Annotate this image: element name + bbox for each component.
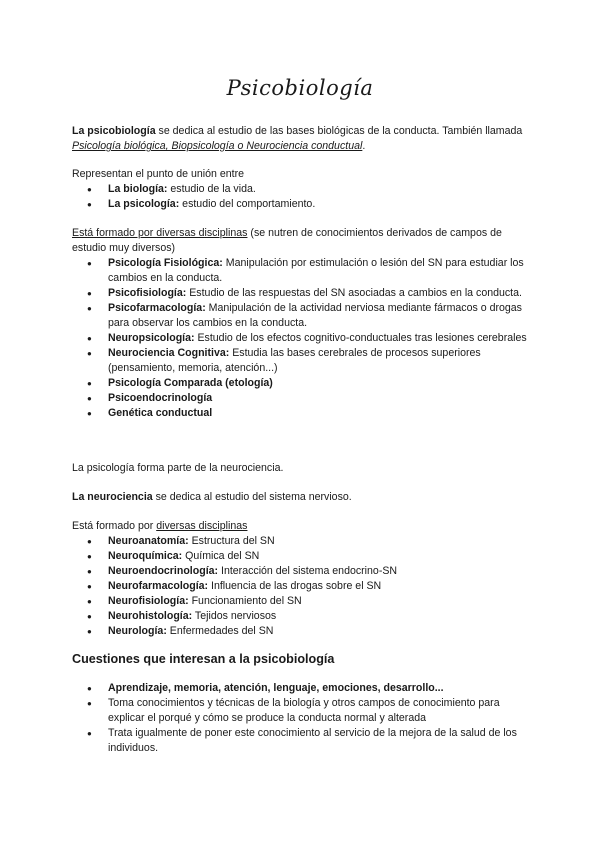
list-item bbox=[72, 681, 532, 696]
item-text: Influencia de las drogas sobre el SN bbox=[208, 580, 382, 592]
list-item bbox=[72, 609, 532, 624]
intro-term: La psicobiología bbox=[72, 125, 156, 137]
item-text: Química del SN bbox=[182, 550, 260, 562]
list-item bbox=[72, 594, 532, 609]
neuro-term: La neurociencia bbox=[72, 491, 153, 503]
questions-list bbox=[72, 681, 532, 756]
list-item bbox=[72, 624, 532, 639]
item-text: Tejidos nerviosos bbox=[192, 610, 277, 622]
item-term: La biología: bbox=[108, 183, 168, 195]
list-item bbox=[72, 331, 532, 346]
intro-paragraph bbox=[72, 124, 532, 154]
item-text: Toma conocimientos y técnicas de la biología y otros campos de conocimiento para explicar el porqué y cómo se produce la conducta normal y alterada bbox=[108, 697, 500, 724]
list-item bbox=[72, 286, 532, 301]
item-term: Genética conductual bbox=[108, 407, 213, 419]
list-item bbox=[72, 579, 532, 594]
item-term: Psicofisiología: bbox=[108, 287, 187, 299]
item-text: Estructura del SN bbox=[188, 535, 275, 547]
item-text: Enfermedades del SN bbox=[166, 625, 274, 637]
item-term: Aprendizaje, memoria, atención, lenguaje, emociones, desarrollo... bbox=[108, 682, 444, 694]
item-term: Neurología: bbox=[108, 625, 167, 637]
item-term: Psicología Fisiológica: bbox=[108, 257, 223, 269]
item-text: Manipulación de la actividad nerviosa mediante fármacos o drogas para observar los cambios en la conducta. bbox=[108, 302, 522, 329]
list-item bbox=[72, 182, 532, 197]
list-item bbox=[72, 726, 532, 756]
item-text: Estudio de las respuestas del SN asociadas a cambios en la conducta. bbox=[186, 287, 522, 299]
union-lead: Representan el punto de unión entre bbox=[72, 168, 244, 180]
item-term: Neuropsicología: bbox=[108, 332, 195, 344]
list-item bbox=[72, 197, 532, 212]
neuro-text: se dedica al estudio del sistema nervioso. bbox=[152, 491, 352, 503]
item-term: La psicología: bbox=[108, 198, 180, 210]
disciplines-lead bbox=[72, 226, 532, 256]
lead-underlined: diversas disciplinas bbox=[156, 520, 248, 532]
neuro-paragraph bbox=[72, 490, 532, 505]
neuro-disciplines-lead bbox=[72, 519, 532, 534]
disciplines-section bbox=[72, 226, 532, 421]
item-text: estudio de la vida. bbox=[167, 183, 256, 195]
item-term: Neuroendocrinología: bbox=[108, 565, 219, 577]
list-item bbox=[72, 391, 532, 406]
intro-text: se dedica al estudio de las bases biológicas de la conducta. También llamada bbox=[155, 125, 523, 137]
neuro-disciplines-list bbox=[72, 534, 532, 639]
list-item bbox=[72, 256, 532, 286]
union-section bbox=[72, 167, 532, 212]
item-term: Neuroanatomía: bbox=[108, 535, 189, 547]
lead-text: Está formado por bbox=[72, 520, 157, 532]
list-item bbox=[72, 696, 532, 726]
item-text: Estudio de los efectos cognitivo-conductuales tras lesiones cerebrales bbox=[194, 332, 527, 344]
item-text: Estudia las bases cerebrales de procesos superiores (pensamiento, memoria, atención...) bbox=[108, 347, 481, 374]
intro-end: . bbox=[362, 140, 366, 152]
item-text: Funcionamiento del SN bbox=[188, 595, 302, 607]
item-term: Neurociencia Cognitiva: bbox=[108, 347, 230, 359]
item-text: Interacción del sistema endocrino-SN bbox=[218, 565, 398, 577]
item-term: Neurohistología: bbox=[108, 610, 193, 622]
intro-aka: Psicología biológica, Biopsicología o Neurociencia conductual bbox=[72, 140, 363, 152]
list-item bbox=[72, 376, 532, 391]
disciplines-lead-underlined: Está formado por diversas disciplinas bbox=[72, 227, 248, 239]
item-term: Neurofarmacología: bbox=[108, 580, 209, 592]
list-item bbox=[72, 549, 532, 564]
list-item bbox=[72, 346, 532, 376]
list-item bbox=[72, 301, 532, 331]
disciplines-list bbox=[72, 256, 532, 421]
neuro-disciplines-section bbox=[72, 519, 532, 639]
union-list bbox=[72, 182, 532, 212]
item-term: Neurofisiología: bbox=[108, 595, 189, 607]
item-term: Psicofarmacología: bbox=[108, 302, 206, 314]
item-term: Psicología Comparada (etología) bbox=[108, 377, 273, 389]
list-item bbox=[72, 406, 532, 421]
item-term: Psicoendocrinología bbox=[108, 392, 213, 404]
list-item bbox=[72, 534, 532, 549]
disciplines-lead-rest: (se nutren de conocimientos derivados de campos de estudio muy diversos) bbox=[72, 227, 502, 254]
item-text: Trata igualmente de poner este conocimiento al servicio de la mejora de la salud de los individuos. bbox=[108, 727, 517, 754]
page-title: Psicobiología bbox=[226, 76, 374, 100]
item-text: estudio del comportamiento. bbox=[179, 198, 316, 210]
questions-heading: Cuestiones que interesan a la psicobiología bbox=[72, 652, 335, 666]
list-item bbox=[72, 564, 532, 579]
note-paragraph: La psicología forma parte de la neurociencia. bbox=[72, 462, 284, 474]
item-term: Neuroquímica: bbox=[108, 550, 183, 562]
questions-section bbox=[72, 681, 532, 756]
item-text: Manipulación por estimulación o lesión del SN para estudiar los cambios en la conducta. bbox=[108, 257, 524, 284]
